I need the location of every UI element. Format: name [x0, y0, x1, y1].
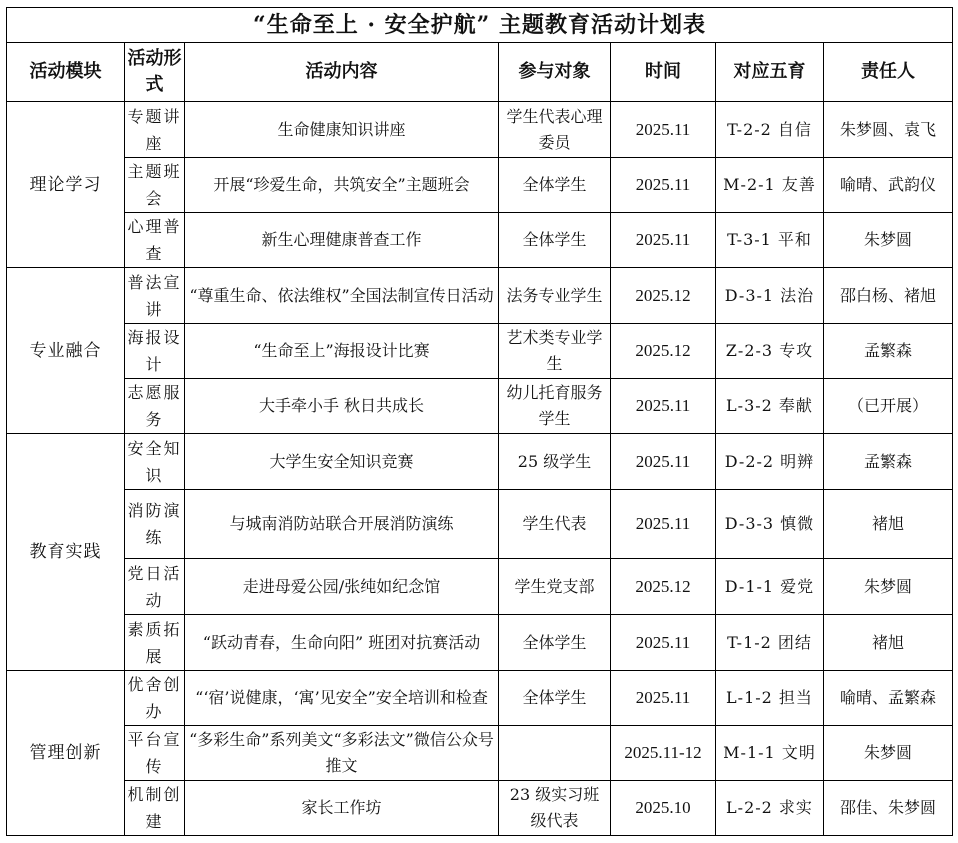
form-cell: 安全知识: [125, 434, 185, 490]
time-cell: 2025.12: [611, 559, 716, 615]
content-cell: 开展“珍爱生命，共筑安全”主题班会: [185, 158, 499, 213]
header-education: 对应五育: [716, 43, 824, 102]
education-cell: T-1-2 团结: [716, 615, 824, 671]
table-row: [7, 671, 953, 726]
content-cell: 与城南消防站联合开展消防演练: [185, 490, 499, 559]
participants-cell: [499, 726, 611, 781]
header-owner: 责任人: [824, 43, 953, 102]
table-row: [7, 158, 953, 213]
participants-cell: 艺术类专业学生: [499, 324, 611, 379]
participants-cell: 学生代表: [499, 490, 611, 559]
form-cell: 心理普查: [125, 213, 185, 268]
content-cell: “多彩生命”系列美文“多彩法文”微信公众号推文: [185, 726, 499, 781]
table-row: [7, 490, 953, 559]
education-cell: D-3-3 慎微: [716, 490, 824, 559]
content-cell: 家长工作坊: [185, 781, 499, 836]
time-cell: 2025.11: [611, 213, 716, 268]
header-row: [7, 43, 953, 102]
participants-cell: 全体学生: [499, 213, 611, 268]
table-row: [7, 726, 953, 781]
owner-cell: 邵佳、朱梦圆: [824, 781, 953, 836]
content-cell: “跃动青春，生命向阳” 班团对抗赛活动: [185, 615, 499, 671]
owner-cell: 邵白杨、褚旭: [824, 268, 953, 324]
table-row: [7, 559, 953, 615]
participants-cell: 23 级实习班级代表: [499, 781, 611, 836]
education-cell: D-1-1 爱党: [716, 559, 824, 615]
time-cell: 2025.10: [611, 781, 716, 836]
content-cell: 走进母爱公园/张纯如纪念馆: [185, 559, 499, 615]
form-cell: 海报设计: [125, 324, 185, 379]
education-cell: T-2-2 自信: [716, 102, 824, 158]
activity-plan-table: [6, 7, 953, 836]
education-cell: Z-2-3 专攻: [716, 324, 824, 379]
form-cell: 志愿服务: [125, 379, 185, 434]
module-cell: 教育实践: [7, 434, 125, 671]
title-row: [7, 8, 953, 43]
education-cell: L-1-2 担当: [716, 671, 824, 726]
participants-cell: 学生代表心理委员: [499, 102, 611, 158]
table-row: [7, 268, 953, 324]
table-row: [7, 781, 953, 836]
time-cell: 2025.11: [611, 615, 716, 671]
participants-cell: 学生党支部: [499, 559, 611, 615]
participants-cell: 法务专业学生: [499, 268, 611, 324]
time-cell: 2025.11: [611, 379, 716, 434]
header-content: 活动内容: [185, 43, 499, 102]
education-cell: D-2-2 明辨: [716, 434, 824, 490]
owner-cell: 喻晴、孟繁森: [824, 671, 953, 726]
form-cell: 主题班会: [125, 158, 185, 213]
time-cell: 2025.11: [611, 102, 716, 158]
module-cell: 管理创新: [7, 671, 125, 836]
education-cell: M-1-1 文明: [716, 726, 824, 781]
owner-cell: 朱梦圆: [824, 559, 953, 615]
owner-cell: 孟繁森: [824, 434, 953, 490]
header-time: 时间: [611, 43, 716, 102]
participants-cell: 全体学生: [499, 671, 611, 726]
table-row: [7, 615, 953, 671]
participants-cell: 全体学生: [499, 158, 611, 213]
table-row: [7, 434, 953, 490]
education-cell: D-3-1 法治: [716, 268, 824, 324]
header-form: 活动形式: [125, 43, 185, 102]
owner-cell: （已开展）: [824, 379, 953, 434]
form-cell: 素质拓展: [125, 615, 185, 671]
participants-cell: 幼儿托育服务学生: [499, 379, 611, 434]
time-cell: 2025.11: [611, 490, 716, 559]
owner-cell: 朱梦圆: [824, 213, 953, 268]
content-cell: “‘宿’说健康，‘寓’见安全”安全培训和检查: [185, 671, 499, 726]
form-cell: 优舍创办: [125, 671, 185, 726]
table-row: [7, 324, 953, 379]
education-cell: L-2-2 求实: [716, 781, 824, 836]
owner-cell: 褚旭: [824, 490, 953, 559]
form-cell: 普法宣讲: [125, 268, 185, 324]
form-cell: 专题讲座: [125, 102, 185, 158]
time-cell: 2025.11-12: [611, 726, 716, 781]
module-cell: 专业融合: [7, 268, 125, 434]
participants-cell: 25 级学生: [499, 434, 611, 490]
content-cell: “尊重生命、依法维权”全国法制宣传日活动: [185, 268, 499, 324]
time-cell: 2025.12: [611, 324, 716, 379]
education-cell: T-3-1 平和: [716, 213, 824, 268]
owner-cell: 孟繁森: [824, 324, 953, 379]
module-cell: 理论学习: [7, 102, 125, 268]
form-cell: 平台宣传: [125, 726, 185, 781]
form-cell: 党日活动: [125, 559, 185, 615]
table-row: [7, 213, 953, 268]
time-cell: 2025.11: [611, 434, 716, 490]
content-cell: 生命健康知识讲座: [185, 102, 499, 158]
owner-cell: 朱梦圆、袁飞: [824, 102, 953, 158]
content-cell: 大学生安全知识竞赛: [185, 434, 499, 490]
time-cell: 2025.12: [611, 268, 716, 324]
time-cell: 2025.11: [611, 158, 716, 213]
table-row: [7, 102, 953, 158]
table-title: “生命至上 · 安全护航” 主题教育活动计划表: [7, 8, 953, 43]
time-cell: 2025.11: [611, 671, 716, 726]
education-cell: M-2-1 友善: [716, 158, 824, 213]
owner-cell: 朱梦圆: [824, 726, 953, 781]
participants-cell: 全体学生: [499, 615, 611, 671]
content-cell: 新生心理健康普查工作: [185, 213, 499, 268]
content-cell: 大手牵小手 秋日共成长: [185, 379, 499, 434]
content-cell: “生命至上”海报设计比赛: [185, 324, 499, 379]
table-row: [7, 379, 953, 434]
header-module: 活动模块: [7, 43, 125, 102]
education-cell: L-3-2 奉献: [716, 379, 824, 434]
header-participants: 参与对象: [499, 43, 611, 102]
owner-cell: 喻晴、武韵仪: [824, 158, 953, 213]
form-cell: 机制创建: [125, 781, 185, 836]
owner-cell: 褚旭: [824, 615, 953, 671]
form-cell: 消防演练: [125, 490, 185, 559]
